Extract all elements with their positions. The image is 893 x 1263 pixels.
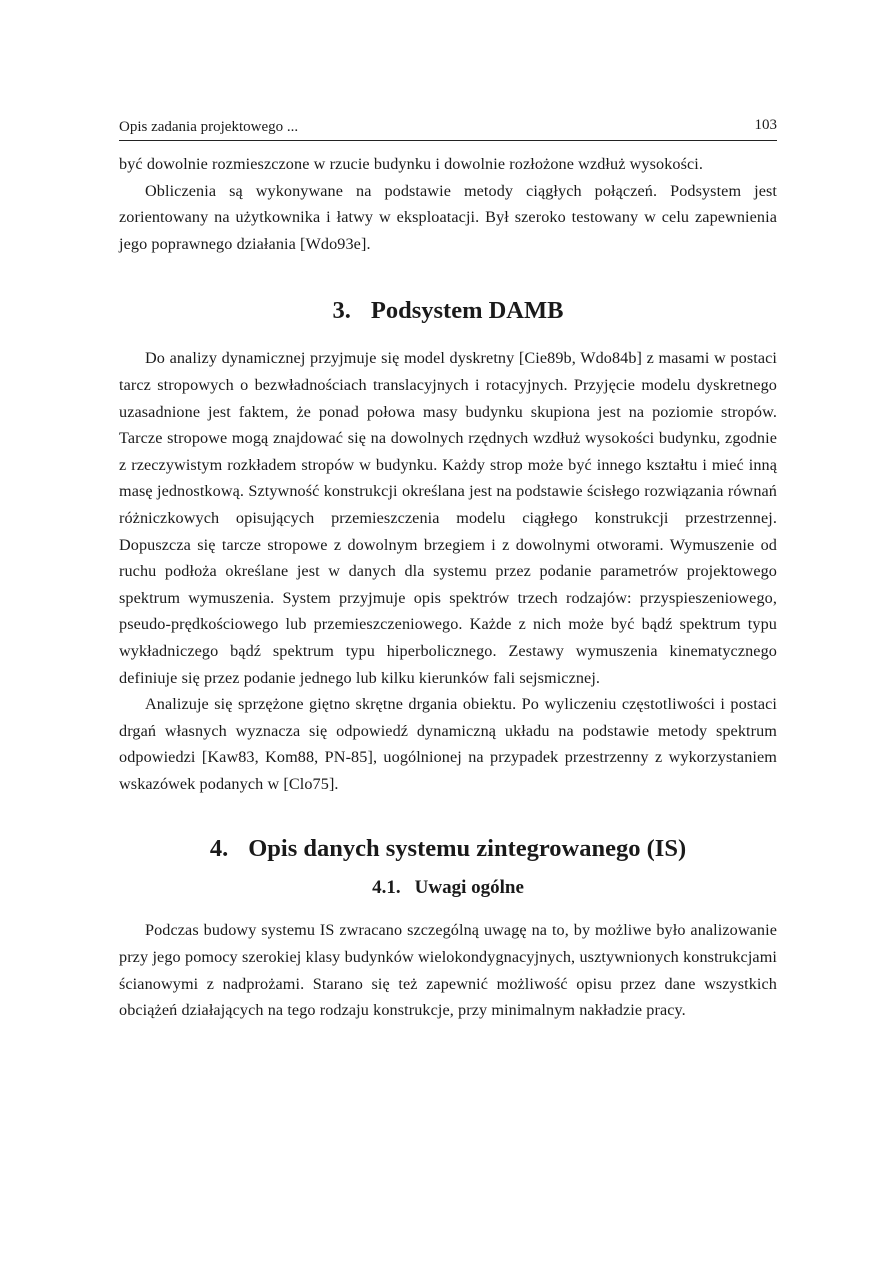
subsection-4-1-title: Uwagi ogólne — [414, 877, 524, 899]
book-page — [119, 112, 777, 1024]
subsection-4-1-heading — [119, 877, 777, 899]
paragraph-general-remarks: Podczas budowy systemu IS zwracano szczególną uwagę na to, by możliwe było analizowanie przy jego pomocy szerokiej klasy budynków wielokondygnacyjnych, usztywnionych konstrukcjami ścianowymi z nadprożami. Starano się też zapewnić możliwość opisu przez dane wszystkich obciążeń działających na tego rodzaju konstrukcje, przy minimalnym nakładzie pracy. — [119, 921, 777, 1020]
subsection-4-1-number: 4.1. — [372, 877, 401, 899]
section-4-number: 4. — [209, 835, 229, 863]
page-number: 103 — [754, 117, 777, 133]
section-3-title: Podsystem DAMB — [370, 297, 564, 325]
running-title: Opis zadania projektowego ... — [119, 119, 299, 135]
section-4-title: Opis danych systemu zintegrowanego (IS) — [248, 835, 687, 863]
section-3-number: 3. — [332, 297, 351, 325]
paragraph-continuation: być dowolnie rozmieszczone w rzucie budynku i dowolnie rozłożone wzdłuż wysokości. — [119, 155, 704, 173]
paragraph-damb-model: Do analizy dynamicznej przyjmuje się model dyskretny [Cie89b, Wdo84b] z masami w postaci tarcz stropowych o bezwładnościach translacyjnych i rotacyjnych. Przyjęcie modelu dyskretnego uzasadnione jest faktem, że ponad połowa masy budynku skupiona jest na poziomie stropów. Tarcze stropowe mogą znajdować się na dowolnych rzędnych wzdłuż wysokości budynku, zgodnie z rzeczywistym rozkładem stropów w budynku. Każdy strop może być innego kształtu i mieć inną masę jednostkową. Sztywność konstrukcji określana jest na podstawie ścisłego rozwiązania równań różniczkowych opisujących przemieszczenia modelu ciągłego konstrukcji przestrzennej. Dopuszcza się tarcze stropowe z dowolnym brzegiem i z dowolnymi otworami. Wymuszenie od ruchu podłoża określane jest w danych dla systemu przez podanie parametrów projektowego spektrum wymuszenia. System przyjmuje opis spektrów trzech rodzajów: przyspieszeniowego, pseudo-prędkościowego lub przemieszczeniowego. Każde z nich może być bądź spektrum typu wykładniczego bądź spektrum typu hiperbolicznego. Zestawy wymuszenia kinematycznego definiuje się przez podanie jednego lub kilku kierunków fali sejsmicznej. — [119, 349, 777, 687]
running-header — [119, 112, 777, 141]
paragraph-damb-analysis: Analizuje się sprzężone giętno skrętne drgania obiektu. Po wyliczeniu częstotliwości i postaci drgań własnych wyznacza się odpowiedź dynamiczną układu na podstawie metody spektrum odpowiedzi [Kaw83, Kom88, PN-85], uogólnionej na przypadek przestrzenny z wykorzystaniem wskazówek podanych w [Clo75]. — [119, 695, 777, 793]
section-3-heading — [119, 297, 777, 325]
section-4-heading — [119, 835, 777, 863]
paragraph-calculations: Obliczenia są wykonywane na podstawie metody ciągłych połączeń. Podsystem jest zorientowany na użytkownika i łatwy w eksploatacji. Był szeroko testowany w celu zapewnienia jego poprawnego działania [Wdo93e]. — [119, 181, 777, 253]
